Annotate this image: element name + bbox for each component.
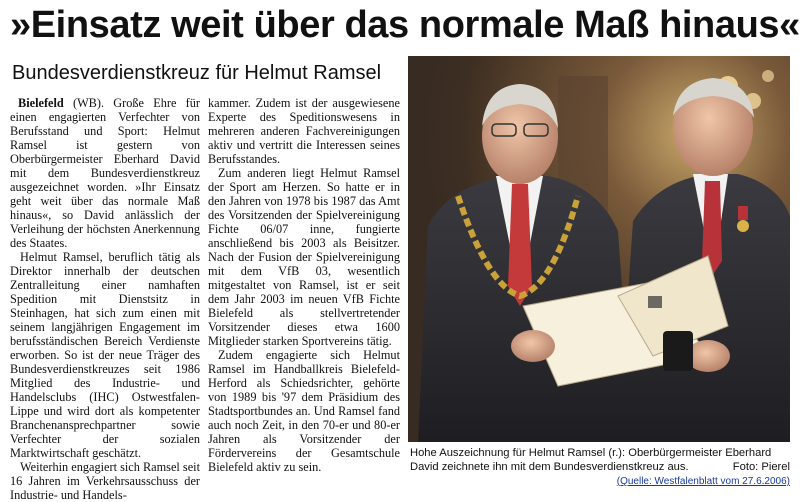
article-paragraph: kammer. Zudem ist der ausgewiesene Experte des Speditionswesens in mehreren anderen Fachvereinigungen aktiv und vertritt die Interessen seines Berufsstandes. <box>208 96 400 166</box>
article-subheadline: Bundesverdienstkreuz für Helmut Ramsel <box>12 62 382 84</box>
article-column-1 <box>10 96 200 502</box>
article-paragraph: Zum anderen liegt Helmut Ramsel der Sport am Herzen. So hatte er in den Jahren von 1978 bis 1987 das Amt des Vorsitzenden der Spielvereinigung Fichte 06/07 inne, fungierte anschließend bis 2003 als Beisitzer. Nach der Fusion der Spielvereinigung mit dem VfB 03, wesentlich mitgestaltet von Ramsel, ist er seit dem Jahr 2003 im neuen VfB Fichte Bielefeld als stellvertretender Vorsitzender dieses etwa 1600 Mitglieder starken Sportvereins tätig. <box>208 166 400 348</box>
article-column-2 <box>208 96 400 474</box>
source-note: (Quelle: Westfalenblatt vom 27.6.2006) <box>616 476 790 487</box>
photo-credit: Foto: Pierel <box>732 461 790 473</box>
photo-illustration <box>408 56 790 442</box>
article-paragraph <box>10 96 200 250</box>
article-headline: »Einsatz weit über das normale Maß hinaus« <box>10 4 800 46</box>
photo-caption <box>410 446 790 474</box>
dateline: Bielefeld <box>18 96 64 110</box>
article-paragraph: Zudem engagierte sich Helmut Ramsel im Handballkreis Bielefeld-Herford als Schiedsrichter, gehörte von 1989 bis '97 dem Präsidium des Stadtsportbundes an. Und Ramsel fand auch noch Zeit, in den 70-er und 80-er Jahren als Vorsitzender der Fördervereins der Gesamtschule Bielefeld aktiv zu sein. <box>208 348 400 474</box>
article-paragraph: Helmut Ramsel, beruflich tätig als Direktor innerhalb der deutschen Zentralleitung einer namhaften Spedition mit Dienstsitz in Steinhagen, hat sich zum einen mit seinem langjährigen Engagement im berufsständischen Bereich Verdienste erworben. So ist der neue Träger des Bundesverdienstkreuzes seit 1986 Mitglied des Industrie- und Handelsclubs (IHC) Ostwestfalen-Lippe und wird dort als kompetenter Branchenansprechpartner sowie Verfechter der sozialen Marktwirtschaft geschätzt. <box>10 250 200 460</box>
article-photo <box>408 56 790 442</box>
paragraph-text: (WB). Große Ehre für einen engagierten Verfechter von Berufsstand und Sport: Helmut Ramsel ist gestern von Oberbürgermeister Eberhard David mit dem Bundesverdienstkreuz ausgezeichnet worden. »Ihr Einsatz geht weit über das normale Maß hinaus«, so David anlässlich der Verleihung der höchsten Anerkennung des Staates. <box>10 96 200 250</box>
article-paragraph: Weiterhin engagiert sich Ramsel seit 16 Jahren im Verkehrsausschuss der Industrie- und Handels- <box>10 460 200 502</box>
caption-text: Hohe Auszeichnung für Helmut Ramsel (r.): Oberbürgermeister Eberhard David zeichnete ihn mit dem Bundesverdienstkreuz aus. <box>410 447 772 473</box>
